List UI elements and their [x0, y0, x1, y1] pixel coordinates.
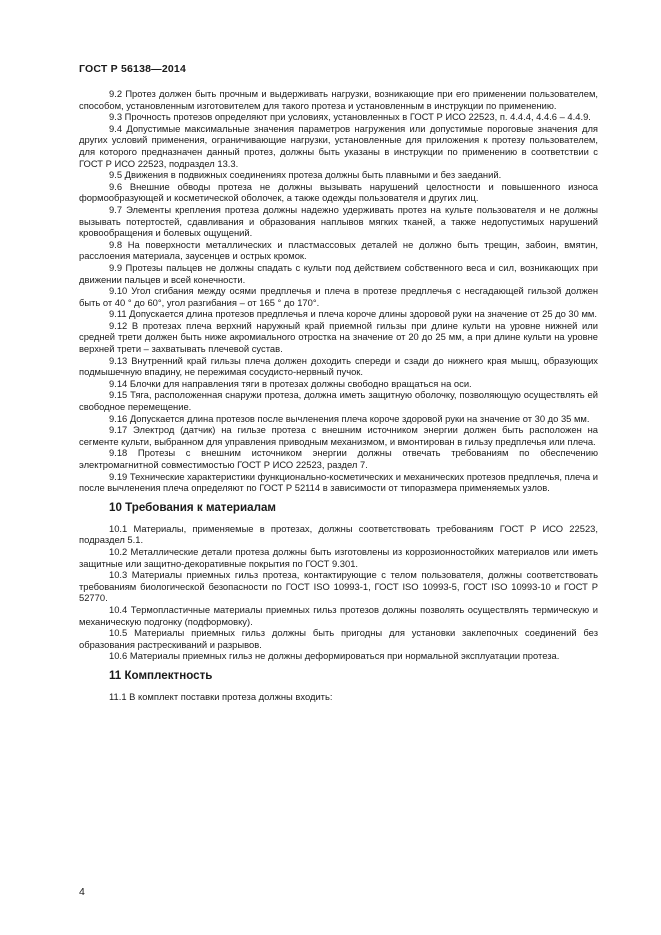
paragraph: 9.19 Технические характеристики функционально-косметических и механических протезов предплечья, плеча и после вычленения плеча определяют по ГОСТ Р 52114 в зависимости от типоразмера применяемых узлов. — [79, 470, 598, 494]
document-header: ГОСТ Р 56138—2014 — [79, 63, 187, 75]
paragraph: 9.4 Допустимые максимальные значения параметров нагружения или допустимые пороговые значения для других условий применения, ограничивающие нагрузки, установленные для приложения к протезу пользователем, для которого предназначен данный протез, должны быть указаны в инструкции по применению в соответствии с ГОСТ Р ИСО 22523, подраздел 13.3. — [79, 122, 598, 169]
section-heading: 11 Комплектность — [109, 668, 213, 682]
paragraph: 9.8 На поверхности металлических и пластмассовых деталей не должно быть трещин, забоин, вмятин, расслоения материала, заусенцев и острых кромок. — [79, 238, 598, 262]
paragraph: 9.12 В протезах плеча верхний наружный край приемной гильзы при длине культи на уровне нижней или средней трети должен быть ниже акромиального отростка на значение от 20 до 25 мм, а при длине культи на уровне верхней трети – захватывать плечевой сустав. — [79, 319, 598, 355]
paragraph: 9.2 Протез должен быть прочным и выдерживать нагрузки, возникающие при его применении пользователем, способом, установленным изготовителем для такого протеза и установленным в инструкции по применению. — [79, 88, 598, 111]
paragraph: 9.11 Допускается длина протезов предплечья и плеча короче длины здоровой руки на значение от 25 до 30 мм. — [109, 308, 597, 320]
paragraph: 9.17 Электрод (датчик) на гильзе протеза с внешним источником энергии должен быть расположен на сегменте культи, выбранном для управления приводным механизмом, и вмонтирован в гильзу предплечья или плеча. — [79, 424, 598, 447]
section-heading: 10 Требования к материалам — [109, 500, 276, 514]
paragraph: 10.2 Металлические детали протеза должны быть изготовлены из коррозионностойких материалов или иметь защитные или защитно-декоративные покрытия по ГОСТ 9.301. — [79, 545, 598, 569]
paragraph: 9.15 Тяга, расположенная снаружи протеза, должна иметь защитную оболочку, позволяющую осуществлять ей свободное перемещение. — [79, 389, 598, 413]
paragraph: 11.1 В комплект поставки протеза должны входить: — [109, 690, 333, 702]
paragraph: 10.4 Термопластичные материалы приемных гильз протезов должны позволять осуществлять термическую и механическую подгонку (подформовку). — [79, 603, 598, 627]
paragraph: 10.3 Материалы приемных гильз протеза, контактирующие с телом пользователя, должны соответствовать требованиям биологической безопасности по ГОСТ ISO 10993-1, ГОСТ ISO 10993-5, ГОСТ ISO 10993-10 и ГОСТ Р 52770. — [79, 569, 598, 604]
paragraph: 9.16 Допускается длина протезов после вычленения плеча короче здоровой руки на значение от 30 до 35 мм. — [109, 412, 590, 424]
document-body — [79, 88, 598, 703]
page-number: 4 — [79, 886, 85, 898]
paragraph: 9.7 Элементы крепления протеза должны надежно удерживать протез на культе пользователя и не должны вызывать потертостей, сдавливания и образования наплывов мягких тканей, а также недопустимых нарушений кровообращения и болевых ощущений. — [79, 203, 598, 239]
paragraph: 9.14 Блочки для направления тяги в протезах должны свободно вращаться на оси. — [109, 377, 472, 389]
paragraph: 9.10 Угол сгибания между осями предплечья и плеча в протезе предплечья с несгадающей гильзой должен быть от 40 ° до 60°, угол разгибания – от 165 ° до 170°. — [79, 285, 598, 308]
paragraph: 9.3 Прочность протезов определяют при условиях, установленных в ГОСТ Р ИСО 22523, п. 4.4.4, 4.4.6 – 4.4.9. — [109, 111, 591, 123]
paragraph: 10.5 Материалы приемных гильз должны быть пригодны для установки заклепочных соединений без образования растрескиваний и разрывов. — [79, 627, 598, 650]
paragraph: 9.18 Протезы с внешним источником энергии должны отвечать требованиям по обеспечению электромагнитной совместимостью ГОСТ Р ИСО 22523, раздел 7. — [79, 447, 598, 470]
paragraph: 9.13 Внутренний край гильзы плеча должен доходить спереди и сзади до нижнего края мышц, образующих подмышечную впадину, не пережимая сосудисто-нервный пучок. — [79, 354, 598, 378]
paragraph: 9.9 Протезы пальцев не должны спадать с культи под действием собственного веса и сил, возникающих при движении пальцев и всей конечности. — [79, 261, 598, 285]
paragraph: 10.1 Материалы, применяемые в протезах, должны соответствовать требованиям ГОСТ Р ИСО 22523, подраздел 5.1. — [79, 522, 598, 546]
paragraph: 9.6 Внешние обводы протеза не должны вызывать нарушений целостности и повышенного износа формообразующей и косметической оболочек, а также одежды пользователя и других лиц. — [79, 180, 598, 204]
paragraph: 9.5 Движения в подвижных соединениях протеза должны быть плавными и без заеданий. — [109, 169, 502, 181]
paragraph: 10.6 Материалы приемных гильз не должны деформироваться при нормальной эксплуатации протеза. — [109, 650, 560, 662]
